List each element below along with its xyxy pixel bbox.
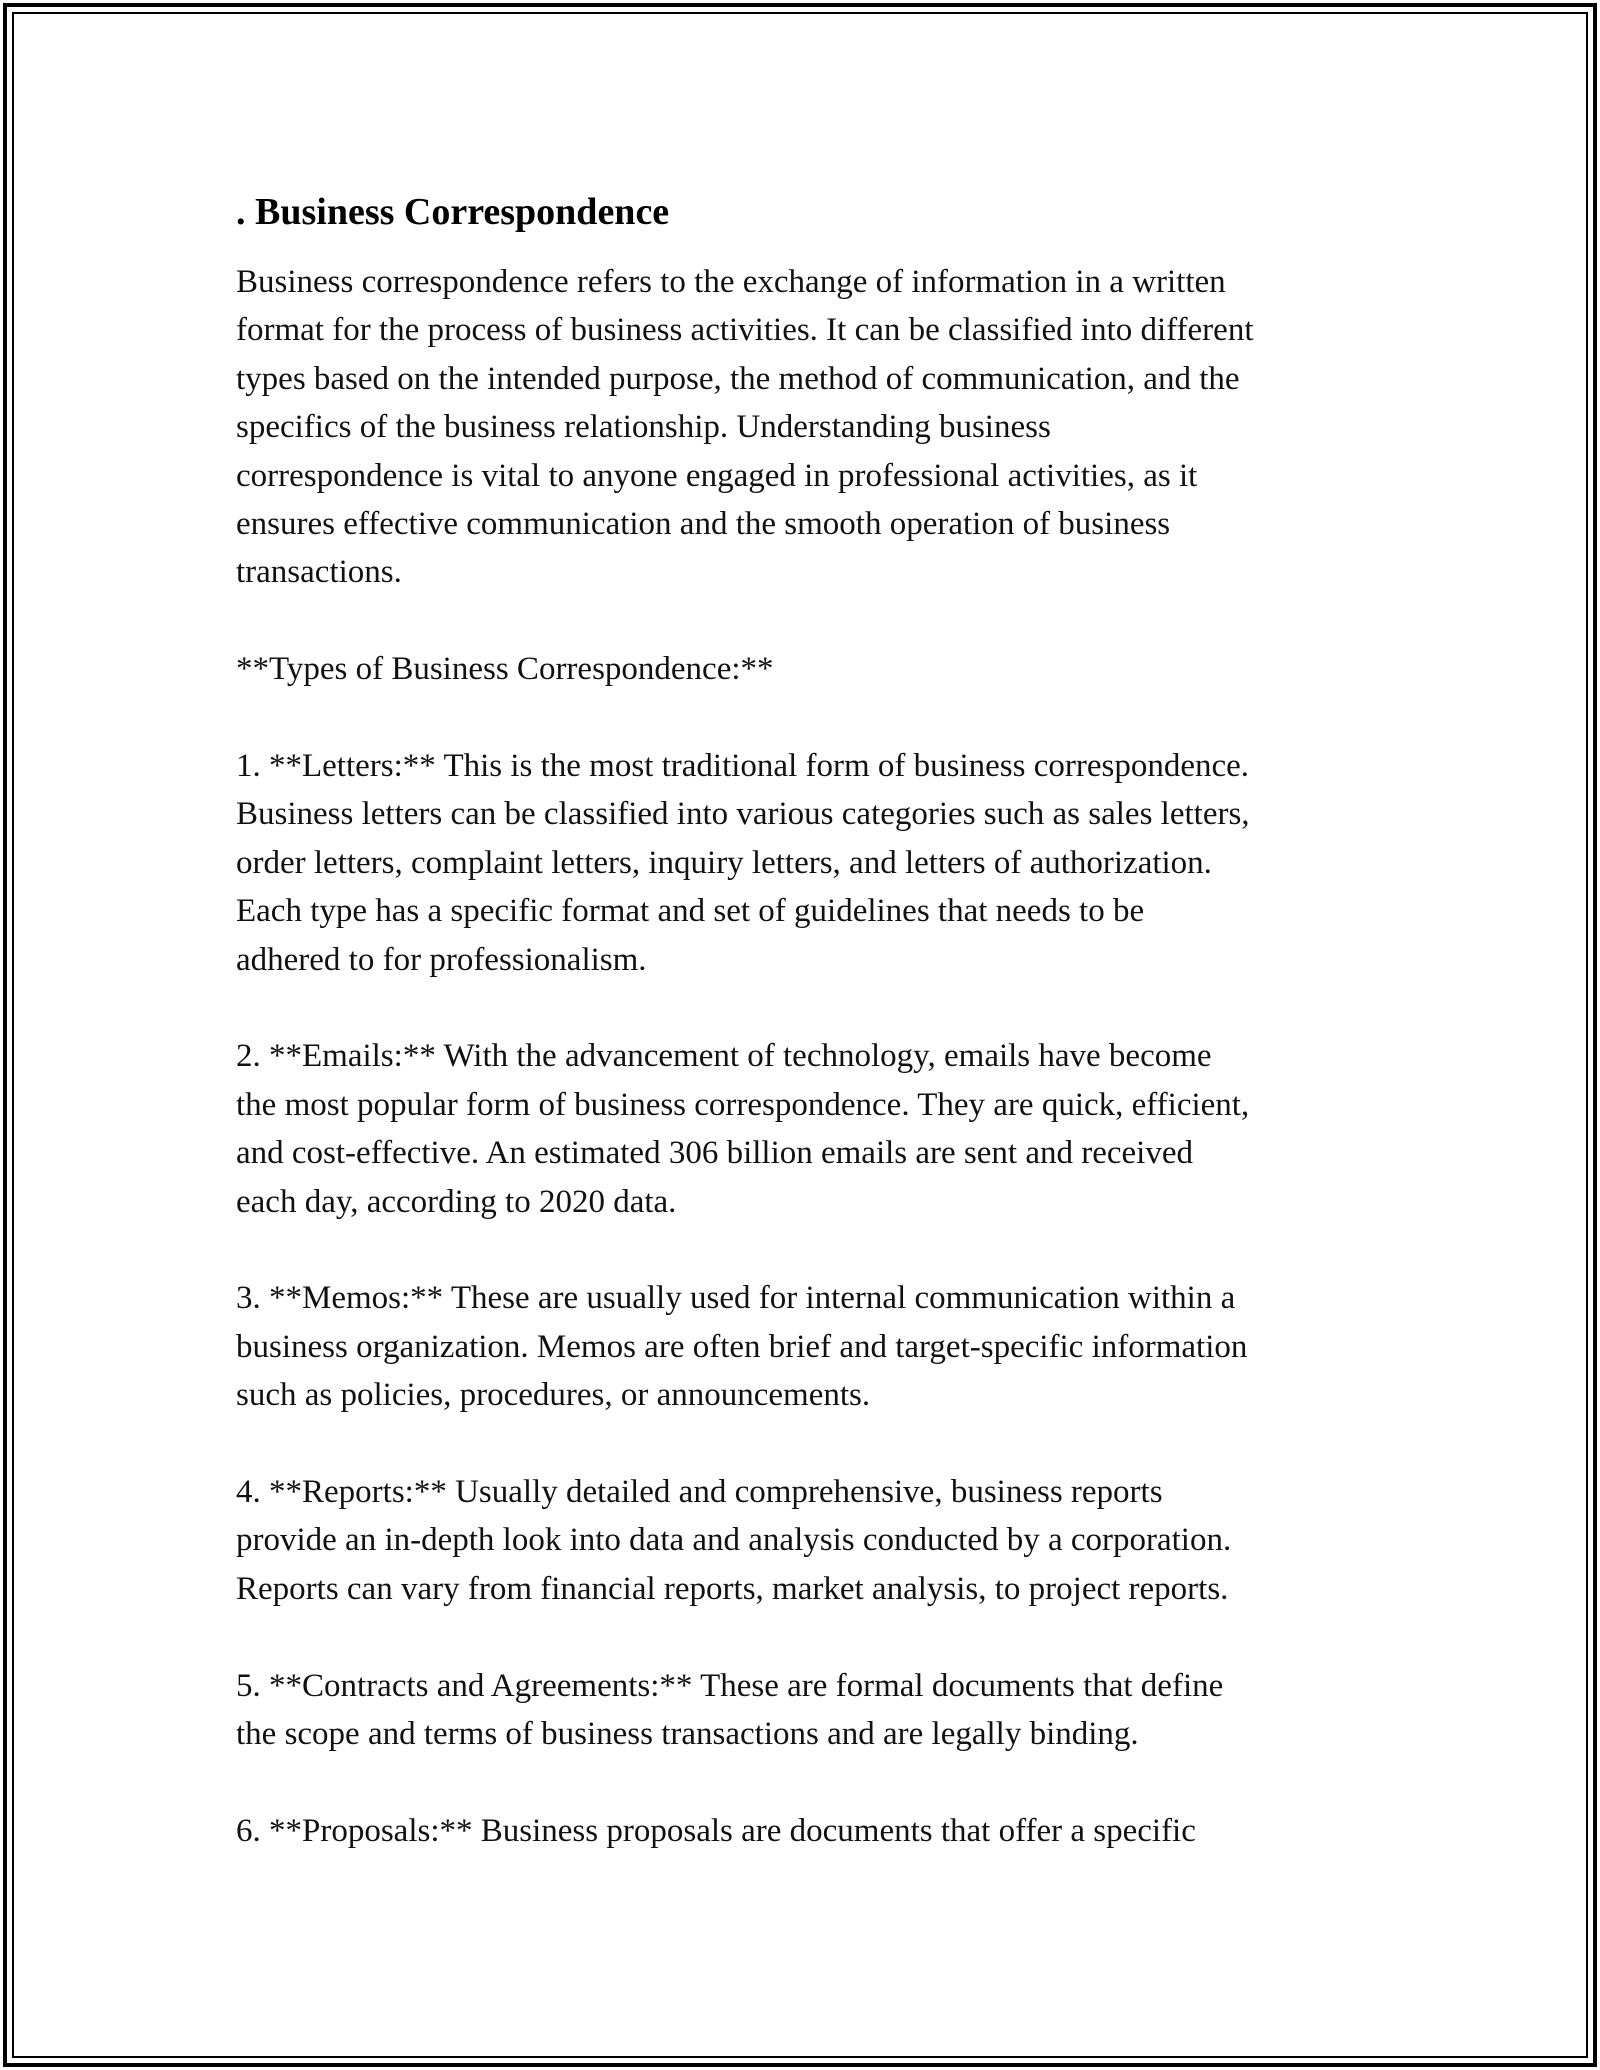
paragraph-gap [236, 597, 1396, 645]
document-body [236, 186, 1396, 1855]
paragraph-gap [236, 694, 1396, 742]
list-item-emails: 2. **Emails:** With the advancement of technology, emails have become the most popular form of business correspondence. They are quick, efficient, and cost-effective. An estimated 306 billion emails are sent and received each day, according to 2020 data. [236, 1038, 1250, 1220]
paragraph-gap [236, 1759, 1396, 1807]
paragraph-gap [236, 1420, 1396, 1468]
types-heading: **Types of Business Correspondence:** [236, 651, 774, 688]
list-item-proposals: 6. **Proposals:** Business proposals are documents that offer a specific [236, 1812, 1196, 1849]
paragraph-gap [236, 984, 1396, 1032]
paragraph-gap [236, 1613, 1396, 1661]
paragraph-gap [236, 1226, 1396, 1274]
list-item-contracts: 5. **Contracts and Agreements:** These are formal documents that define the scope and terms of business transactions and are legally binding. [236, 1667, 1224, 1753]
section-heading: . Business Correspondence [236, 191, 670, 233]
list-item-memos: 3. **Memos:** These are usually used for internal communication within a business organization. Memos are often brief and target-specific information such as policies, procedures, or announcements. [236, 1280, 1248, 1414]
list-item-letters: 1. **Letters:** This is the most traditional form of business correspondence. Business letters can be classified into various categories such as sales letters, order letters, complaint letters, inquiry letters, and letters of authorization. Each type has a specific format and set of guidelines that needs to be adhered to for professionalism. [236, 748, 1250, 978]
intro-paragraph: Business correspondence refers to the exchange of information in a written format for the process of business activities. It can be classified into different types based on the intended purpose, the method of communication, and the specifics of the business relationship. Understanding business correspondence is vital to anyone engaged in professional activities, as it ensures effective communication and the smooth operation of business transactions. [236, 264, 1254, 591]
list-item-reports: 4. **Reports:** Usually detailed and comprehensive, business reports provide an in-depth look into data and analysis conducted by a corporation. Reports can vary from financial reports, market analysis, to project reports. [236, 1474, 1232, 1607]
